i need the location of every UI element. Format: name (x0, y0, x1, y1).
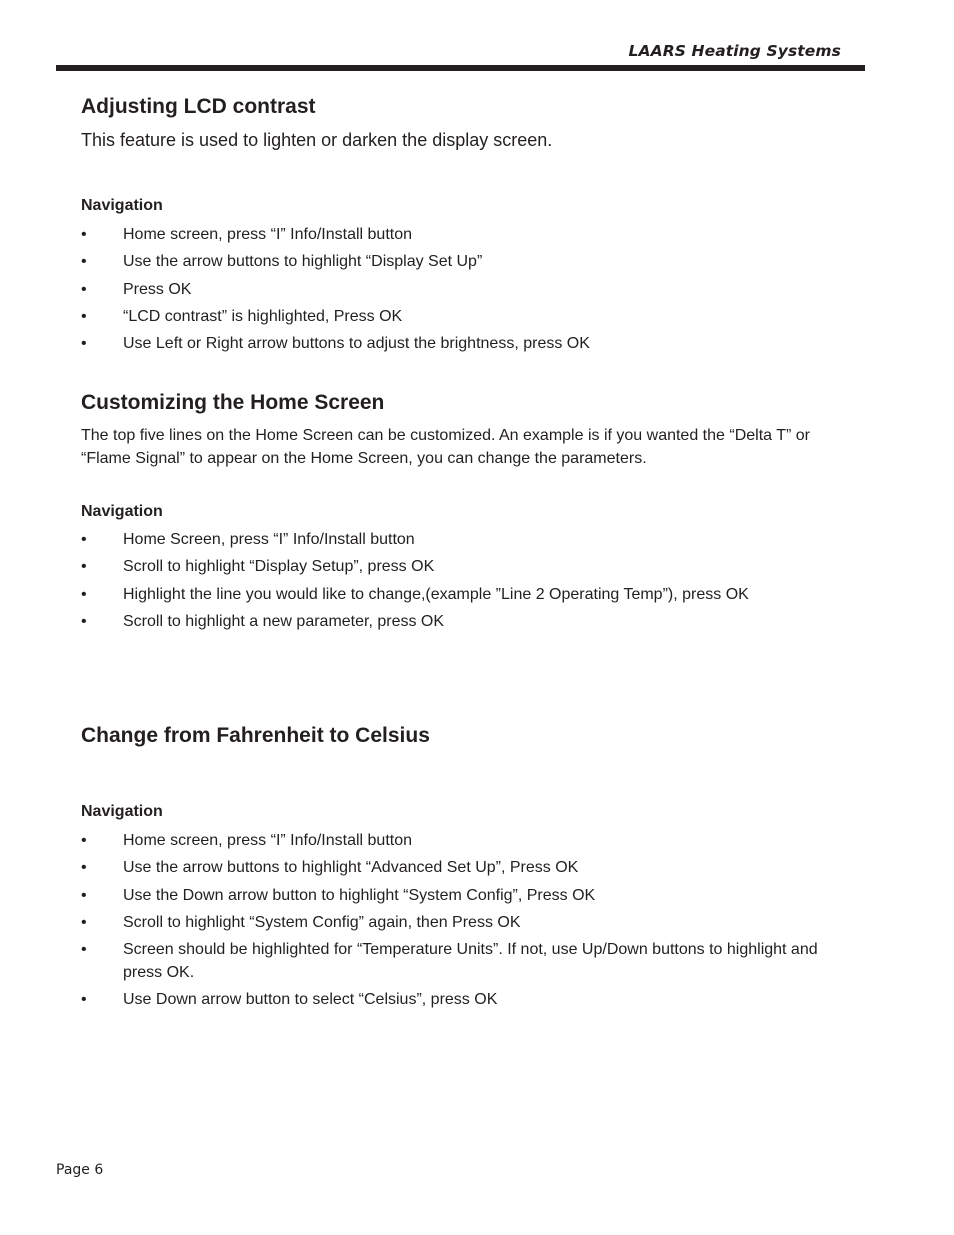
list-item-text: Scroll to highlight a new parameter, press OK (123, 612, 445, 630)
list-item (81, 988, 821, 1015)
list-item-text: Use Left or Right arrow buttons to adjust the brightness, press OK (123, 335, 590, 353)
bullet-icon: • (81, 913, 87, 931)
bullet-icon: • (81, 226, 87, 243)
list-item-text: “LCD contrast” is highlighted, Press OK (123, 307, 403, 325)
list-item (81, 528, 821, 555)
section-title-fahrenheit-celsius: Change from Fahrenheit to Celsius (81, 724, 430, 747)
bullet-icon: • (81, 558, 87, 576)
navigation-label: Navigation (81, 803, 163, 820)
list-item (81, 856, 821, 883)
navigation-label: Navigation (81, 503, 163, 520)
navigation-list-lcd-contrast (81, 223, 821, 359)
navigation-label: Navigation (81, 197, 163, 214)
bullet-icon: • (81, 531, 87, 548)
list-item (81, 223, 821, 250)
bullet-icon: • (81, 335, 87, 353)
section-lead-lcd-contrast: This feature is used to lighten or darken the display screen. (81, 130, 553, 150)
list-item (81, 555, 821, 582)
list-item-text: Press OK (123, 280, 192, 298)
navigation-list-home-screen (81, 528, 821, 637)
list-item-text: Use Down arrow button to select “Celsius”, press OK (123, 991, 498, 1009)
list-item (81, 884, 821, 911)
list-item (81, 305, 821, 332)
bullet-icon: • (81, 612, 87, 630)
list-item-text: Home screen, press “I” Info/Install button (123, 226, 413, 243)
list-item (81, 332, 821, 359)
bullet-icon: • (81, 886, 87, 904)
list-item-text: Highlight the line you would like to change,(example ”Line 2 Operating Temp”), press OK (123, 585, 749, 603)
navigation-list-fahrenheit-celsius (81, 829, 821, 1015)
list-item (81, 278, 821, 305)
list-item (81, 938, 821, 988)
bullet-icon: • (81, 832, 87, 849)
bullet-icon: • (81, 991, 87, 1009)
list-item-text: Scroll to highlight “Display Setup”, press OK (123, 558, 435, 576)
section-paragraph-home-screen: The top five lines on the Home Screen can be customized. An example is if you wanted the “Delta T” or “Flame Signal” to appear on the Home Screen, you can change the parameters. (81, 427, 810, 467)
list-item-text: Home screen, press “I” Info/Install button (123, 832, 413, 849)
list-item-text: Home Screen, press “I” Info/Install button (123, 531, 415, 548)
section-title-home-screen: Customizing the Home Screen (81, 391, 385, 414)
list-item-text: Scroll to highlight “System Config” again, then Press OK (123, 913, 521, 931)
bullet-icon: • (81, 941, 87, 959)
header-brand: LAARS Heating Systems (628, 42, 841, 60)
list-item-text: Use the arrow buttons to highlight “Advanced Set Up”, Press OK (123, 859, 579, 877)
bullet-icon: • (81, 585, 87, 603)
list-item-text: Use the arrow buttons to highlight “Display Set Up” (123, 253, 483, 271)
bullet-icon: • (81, 280, 87, 298)
page-number: Page 6 (56, 1162, 104, 1178)
header-rule (56, 65, 865, 71)
list-item-text: Screen should be highlighted for “Temperature Units”. If not, use Up/Down buttons to highlight and press OK. (123, 941, 818, 982)
list-item (81, 583, 821, 610)
list-item (81, 250, 821, 277)
list-item (81, 829, 821, 856)
list-item (81, 911, 821, 938)
bullet-icon: • (81, 253, 87, 271)
list-item-text: Use the Down arrow button to highlight “System Config”, Press OK (123, 886, 596, 904)
list-item (81, 610, 821, 637)
bullet-icon: • (81, 859, 87, 877)
bullet-icon: • (81, 307, 87, 325)
section-title-lcd-contrast: Adjusting LCD contrast (81, 95, 316, 118)
